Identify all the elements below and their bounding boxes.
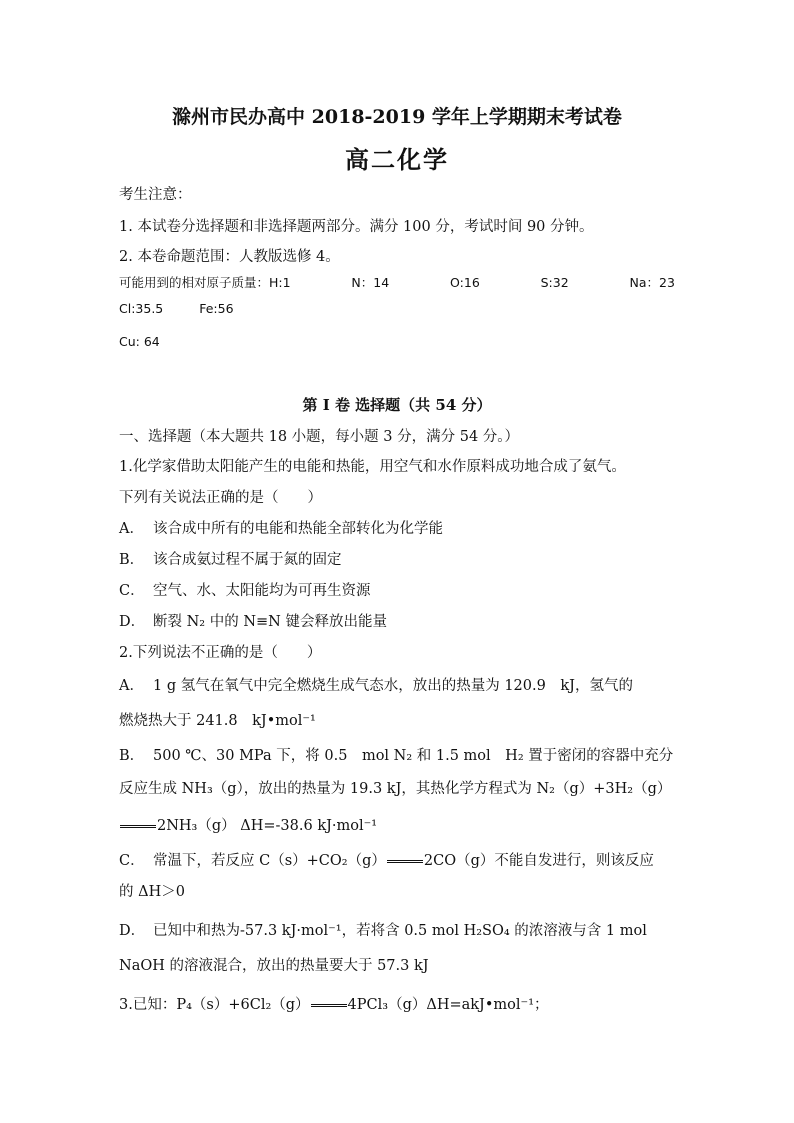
- q1-stem-line-2: 下列有关说法正确的是（ ）: [119, 490, 322, 506]
- atomic-mass-o: O:16: [450, 275, 480, 290]
- q2-option-b: [119, 746, 673, 766]
- atomic-mass-fe: Fe:56: [199, 301, 234, 316]
- q3-stem-text-2: 4PCl₃（g）ΔH=akJ•mol⁻¹；: [347, 997, 549, 1013]
- q2-option-c-cont: 的 ΔH＞0: [119, 884, 185, 900]
- atomic-mass-cl: Cl:35.5: [119, 301, 164, 316]
- q1-option-d: [119, 612, 387, 632]
- option-label: D．: [119, 923, 146, 939]
- q1-option-c: [119, 581, 371, 601]
- atomic-mass-n: N：14: [351, 275, 390, 290]
- option-text: 已知中和热为-57.3 kJ·mol⁻¹，若将含 0.5 mol H₂SO₄ 的浓溶液与含 1 mol: [153, 923, 647, 939]
- option-text: 常温下，若反应 C（s）+CO₂（g）: [153, 853, 386, 869]
- q2-option-b-cont: 反应生成 NH₃（g），放出的热量为 19.3 kJ，其热化学方程式为 N₂（g）+3H₂（g）: [119, 781, 672, 797]
- exam-title: 滁州市民办高中 2018-2019 学年上学期期末考试卷: [172, 106, 622, 128]
- section-title: 第 I 卷 选择题（共 54 分）: [302, 396, 492, 414]
- option-text: 该合成氨过程不属于氮的固定: [153, 552, 342, 568]
- atomic-mass-s: S:32: [540, 275, 569, 290]
- q2-option-a-cont: 燃烧热大于 241.8 kJ•mol⁻¹: [119, 713, 316, 729]
- q3-stem: [119, 995, 549, 1015]
- section-intro: 一、选择题（本大题共 18 小题，每小题 3 分，满分 54 分。）: [119, 429, 520, 445]
- q1-option-a: [119, 519, 443, 539]
- option-text: 断裂 N₂ 中的 N≡N 键会释放出能量: [153, 614, 387, 630]
- equals-arrow: [120, 825, 156, 828]
- option-text: 空气、水、太阳能均为可再生资源: [153, 583, 371, 599]
- equals-arrow: [387, 860, 423, 863]
- option-text: 2CO（g）不能自发进行，则该反应: [423, 853, 654, 869]
- exam-subject: 高二化学: [345, 145, 449, 174]
- q2-option-d: [119, 921, 647, 941]
- q2-option-a: [119, 676, 633, 696]
- notice-item-1: 1. 本试卷分选择题和非选择题两部分。满分 100 分，考试时间 90 分钟。: [119, 219, 594, 235]
- option-text: 该合成中所有的电能和热能全部转化为化学能: [153, 521, 443, 537]
- notice-item-2: 2. 本卷命题范围：人教版选修 4。: [119, 249, 340, 265]
- atomic-mass-label: 可能用到的相对原子质量：H:1: [119, 275, 291, 290]
- q1-stem-line-1: 1.化学家借助太阳能产生的电能和热能，用空气和水作原料成功地合成了氨气。: [119, 459, 626, 475]
- q1-option-b: [119, 550, 342, 570]
- option-text: 1 g 氢气在氧气中完全燃烧生成气态水，放出的热量为 120.9 kJ，氢气的: [153, 678, 633, 694]
- option-label: C．: [119, 583, 145, 599]
- option-label: B．: [119, 552, 145, 568]
- q2-option-d-cont: NaOH 的溶液混合，放出的热量要大于 57.3 kJ: [119, 958, 429, 974]
- option-label: C．: [119, 853, 145, 869]
- equation-text: 2NH₃（g） ΔH=-38.6 kJ·mol⁻¹: [157, 818, 378, 834]
- atomic-masses-line-2: [119, 299, 234, 319]
- atomic-masses-line: [119, 273, 675, 293]
- option-label: A．: [119, 678, 144, 694]
- equals-arrow: [311, 1004, 347, 1007]
- option-label: D．: [119, 614, 146, 630]
- q2-option-c: [119, 851, 654, 871]
- option-label: A．: [119, 521, 144, 537]
- q3-stem-text: 3.已知：P₄（s）+6Cl₂（g）: [119, 997, 310, 1013]
- notice-heading: 考生注意：: [119, 187, 192, 203]
- option-text: 500 ℃、30 MPa 下，将 0.5 mol N₂ 和 1.5 mol H₂ 置于密闭的容器中充分: [153, 748, 674, 764]
- q2-stem: 2.下列说法不正确的是（ ）: [119, 645, 322, 661]
- q2-option-b-equation: [119, 816, 377, 836]
- atomic-mass-cu: Cu: 64: [119, 334, 160, 349]
- atomic-mass-na: Na：23: [629, 275, 675, 290]
- option-label: B．: [119, 748, 145, 764]
